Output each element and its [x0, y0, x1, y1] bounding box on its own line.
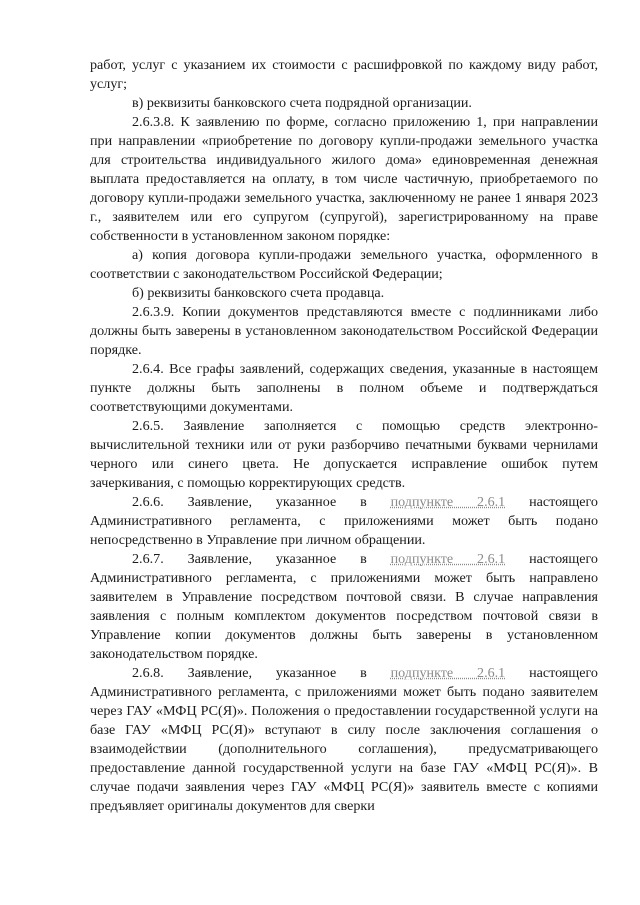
subsection-link-2-6-1[interactable]: подпункте 2.6.1	[390, 494, 506, 510]
paragraph-2-6-5: 2.6.5. Заявление заполняется с помощью средств электронно-вычислительной техники или от руки разборчиво печатными буквами чернилами черного или синего цвета. Не допускается исправление ошибок путем зачеркивания, с помощью корректирующих средств.	[90, 418, 598, 491]
paragraph-2-6-8-rest: настоящего Административного регламента, с приложениями может быть подано заявителем через ГАУ «МФЦ РС(Я)». Положения о предоставлении государственной услуги на базе ГАУ «МФЦ РС(Я)» вступают в силу после заключения соглашения о взаимодействии (дополнительного соглашения), предусматривающего предоставление данной государственной услуги на базе ГАУ «МФЦ РС(Я)». В случае подачи заявления через ГАУ «МФЦ РС(Я)» заявитель вместе с копиями предъявляет оригиналы документов для сверки	[90, 665, 598, 814]
subsection-link-2-6-1[interactable]: подпункте 2.6.1	[390, 665, 506, 681]
paragraph-2-6-3-8: 2.6.3.8. К заявлению по форме, согласно приложению 1, при направлении при направлении «приобретение по договору купли-продажи земельного участка для строительства индивидуального жилого дома» единовременная денежная выплата предоставляется на оплату, в том числе частичную, приобретаемого по договору купли-продажи земельного участка, заключенному не ранее 1 января 2023 г., заявителем или его супругом (супругой), зарегистрированному на праве собственности в установленном законом порядке:	[90, 114, 598, 244]
paragraph-continuation: работ, услуг с указанием их стоимости с расшифровкой по каждому виду работ, услуг;	[90, 57, 598, 92]
paragraph-2-6-8	[90, 664, 598, 816]
list-item-a: а) копия договора купли-продажи земельного участка, оформленного в соответствии с законодательством Российской Федерации;	[90, 247, 598, 282]
list-item-v: в) реквизиты банковского счета подрядной организации.	[132, 95, 472, 111]
paragraph-2-6-6	[90, 493, 598, 550]
paragraph-2-6-7-lead: 2.6.7. Заявление, указанное в	[132, 551, 391, 567]
subsection-link-2-6-1[interactable]: подпункте 2.6.1	[390, 551, 506, 567]
list-item-b: б) реквизиты банковского счета продавца.	[132, 285, 385, 301]
paragraph-2-6-8-lead: 2.6.8. Заявление, указанное в	[132, 665, 391, 681]
paragraph-2-6-7-rest: настоящего Административного регламента, с приложениями может быть направлено заявителем в Управление посредством почтовой связи. В случае направления заявления с полным комплектом документов посредством почтовой связи в Управление копии документов должны быть заверены в установленном законодательством порядке.	[90, 551, 598, 662]
paragraph-2-6-3-9: 2.6.3.9. Копии документов представляются вместе с подлинниками либо должны быть заверены в установленном законодательством Российской Федерации порядке.	[90, 304, 598, 358]
paragraph-2-6-4: 2.6.4. Все графы заявлений, содержащих сведения, указанные в настоящем пункте должны быть заполнены в полном объеме и подтверждаться соответствующими документами.	[90, 361, 598, 415]
paragraph-2-6-6-lead: 2.6.6. Заявление, указанное в	[132, 494, 391, 510]
paragraph-2-6-7	[90, 550, 598, 664]
document-body	[90, 56, 598, 816]
paragraph-2-6-6-rest: настоящего Административного регламента, с приложениями может быть подано непосредственно в Управление при личном обращении.	[90, 494, 598, 548]
